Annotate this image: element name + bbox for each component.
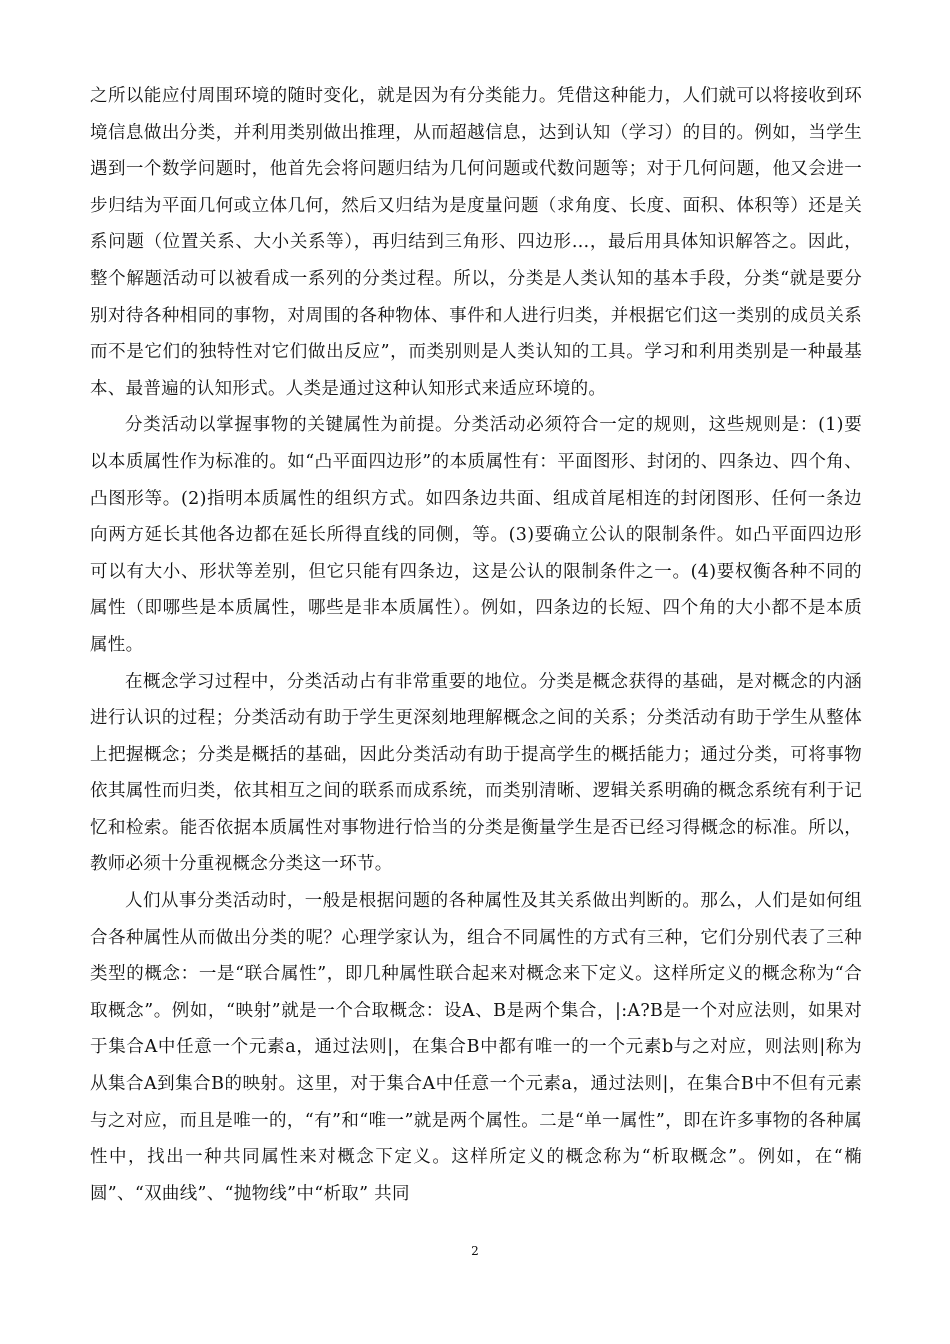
paragraph-1: 之所以能应付周围环境的随时变化，就是因为有分类能力。凭借这种能力，人们就可以将接收到环境信息做出分类，并利用类别做出推理，从而超越信息，达到认知（学习）的目的。例如，当学生遇到一个数学问题时，他首先会将问题归结为几何问题或代数问题等；对于几何问题，他又会进一步归结为平面几何或立体几何，然后又归结为是度量问题（求角度、长度、面积、体积等）还是关系问题（位置关系、大小关系等），再归结到三角形、四边形…，最后用具体知识解答之。因此，整个解题活动可以被看成一系列的分类过程。所以，分类是人类认知的基本手段，分类“就是要分别对待各种相同的事物，对周围的各种物体、事件和人进行归类，并根据它们这一类别的成员关系而不是它们的独特性对它们做出反应”，而类别则是人类认知的工具。学习和利用类别是一种最基本、最普遍的认知形式。人类是通过这种认知形式来适应环境的。: [90, 86, 862, 399]
paragraph-3: 在概念学习过程中，分类活动占有非常重要的地位。分类是概念获得的基础，是对概念的内涵进行认识的过程；分类活动有助于学生更深刻地理解概念之间的关系；分类活动有助于学生从整体上把握概念；分类是概括的基础，因此分类活动有助于提高学生的概括能力；通过分类，可将事物依其属性而归类，依其相互之间的联系而成系统，而类别清晰、逻辑关系明确的概念系统有利于记忆和检索。能否依据本质属性对事物进行恰当的分类是衡量学生是否已经习得概念的标准。所以，教师必须十分重视概念分类这一环节。: [90, 671, 862, 875]
document-body: [90, 78, 862, 1212]
page-number: 2: [471, 1244, 479, 1258]
paragraph-2: 分类活动以掌握事物的关键属性为前提。分类活动必须符合一定的规则，这些规则是：(1)要以本质属性作为标准的。如“凸平面四边形”的本质属性有：平面图形、封闭的、四条边、四个角、凸图形等。(2)指明本质属性的组织方式。如四条边共面、组成首尾相连的封闭图形、任何一条边向两方延长其他各边都在延长所得直线的同侧，等。(3)要确立公认的限制条件。如凸平面四边形可以有大小、形状等差别，但它只能有四条边，这是公认的限制条件之一。(4)要权衡各种不同的属性（即哪些是本质属性，哪些是非本质属性）。例如，四条边的长短、四个角的大小都不是本质属性。: [90, 415, 862, 655]
paragraph-4: 人们从事分类活动时，一般是根据问题的各种属性及其关系做出判断的。那么，人们是如何组合各种属性从而做出分类的呢？心理学家认为，组合不同属性的方式有三种，它们分别代表了三种类型的概念：一是“联合属性”，即几种属性联合起来对概念来下定义。这样所定义的概念称为“合取概念”。例如，“映射”就是一个合取概念：设A、B是两个集合，|:A?B是一个对应法则，如果对于集合A中任意一个元素a，通过法则|，在集合B中都有唯一的一个元素b与之对应，则法则|称为从集合A到集合B的映射。这里，对于集合A中任意一个元素a，通过法则|，在集合B中不但有元素与之对应，而且是唯一的，“有”和“唯一”就是两个属性。二是“单一属性”，即在许多事物的各种属性中，找出一种共同属性来对概念下定义。这样所定义的概念称为“析取概念”。例如，在“椭圆”、“双曲线”、“抛物线”中“析取” 共同: [90, 891, 862, 1204]
